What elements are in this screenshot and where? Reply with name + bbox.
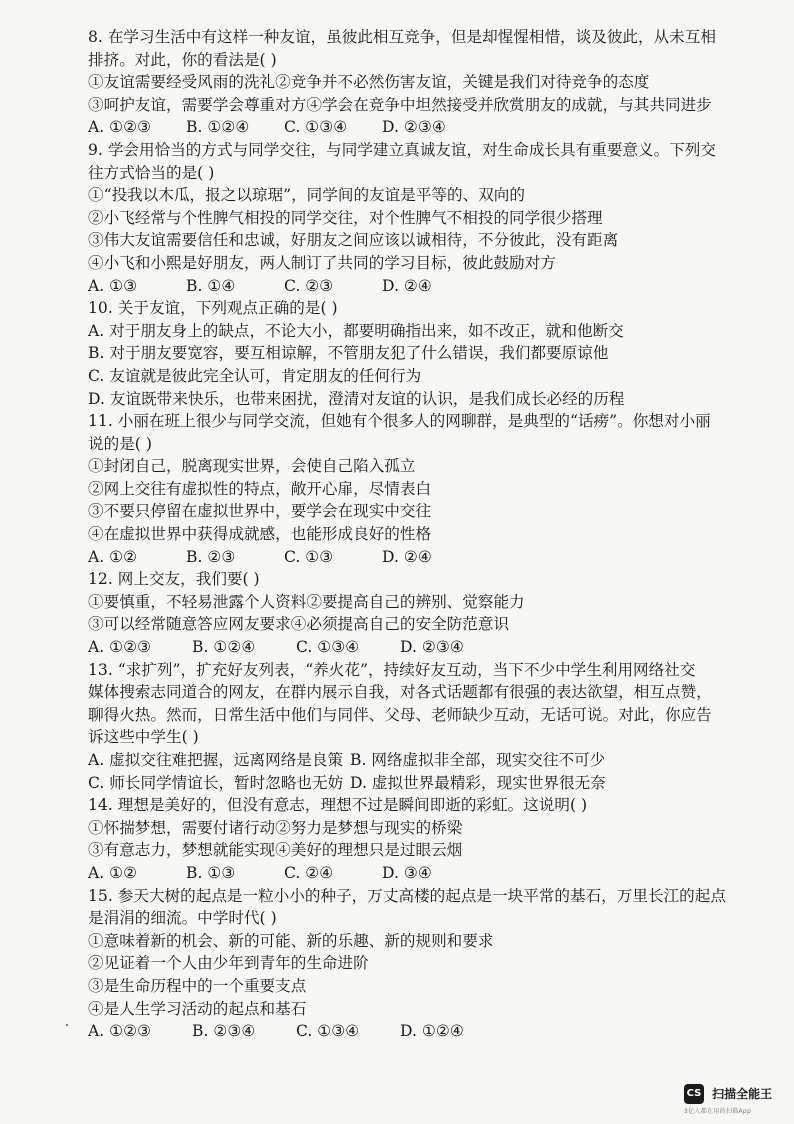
option-c[interactable]: C. ②③ xyxy=(284,276,334,295)
question-14-stem: 14. 理想是美好的，但没有意志，理想不过是瞬间即逝的彩虹。这说明( ) xyxy=(88,796,588,815)
option-c[interactable]: C. ①③④ xyxy=(284,118,348,137)
question-15 xyxy=(88,885,768,1043)
option-a[interactable]: A. ①③ xyxy=(88,276,138,295)
question-8-stem-line-1: 8. 在学习生活中有这样一种友谊，虽彼此相互竞争，但是却惺惺相惜，谈及彼此，从未互相 xyxy=(88,28,716,46)
question-14-statement-2: ③有意志力，梦想就能实现④美好的理想只是过眼云烟 xyxy=(88,841,463,860)
question-9-statement-4: ④小飞和小熙是好朋友，两人制订了共同的学习目标，彼此鼓励对方 xyxy=(88,253,556,272)
question-15-statement-2: ②见证着一个人由少年到青年的生命进阶 xyxy=(88,954,369,973)
question-8-stem-line-2: 排挤。对此，你的看法是( ) xyxy=(88,50,277,69)
option-b[interactable]: B. ①④ xyxy=(186,276,236,295)
options-row-1 xyxy=(88,749,768,772)
question-8 xyxy=(88,26,768,139)
scanner-watermark xyxy=(684,1083,784,1115)
scan-speck xyxy=(66,1024,68,1026)
question-9-stem-line-2: 往方式恰当的是( ) xyxy=(88,163,215,182)
option-a[interactable]: A. 对于朋友身上的缺点，不论大小，都要明确指出来，如不改正，就和他断交 xyxy=(88,321,624,340)
camscanner-logo-icon: CS xyxy=(684,1084,704,1104)
question-10-stem: 10. 关于友谊，下列观点正确的是( ) xyxy=(88,299,338,318)
option-c[interactable]: C. ①③④ xyxy=(296,1022,360,1041)
question-13-options xyxy=(88,749,768,794)
question-11-stem-line-2: 说的是( ) xyxy=(88,434,152,453)
option-b[interactable]: B. ②③ xyxy=(186,547,236,566)
question-15-options xyxy=(88,1020,768,1043)
option-d[interactable]: D. ①②④ xyxy=(400,1022,464,1041)
option-c[interactable]: C. 师长同学情谊长，暂时忽略也无妨 xyxy=(88,773,344,792)
question-13-stem-line-2: 媒体搜索志同道合的网友，在群内展示自我，对各式话题都有很强的表达欲望，相互点赞， xyxy=(88,683,712,702)
question-11 xyxy=(88,410,768,568)
question-12 xyxy=(88,568,768,658)
option-c[interactable]: C. ②④ xyxy=(284,863,334,882)
question-9-options xyxy=(88,275,768,298)
option-d[interactable]: D. ②④ xyxy=(382,547,432,566)
question-14-options xyxy=(88,862,768,885)
question-12-statement-2: ③可以经常随意答应网友要求④必须提高自己的安全防范意识 xyxy=(88,615,510,634)
question-11-statement-2: ②网上交往有虚拟性的特点，敞开心扉，尽情表白 xyxy=(88,479,432,498)
question-12-stem: 12. 网上交友，我们要( ) xyxy=(88,570,260,589)
option-a[interactable]: A. 虚拟交往难把握，远离网络是良策 xyxy=(88,751,344,769)
option-b[interactable]: B. 对于朋友要宽容，要互相谅解，不管朋友犯了什么错误，我们都要原谅他 xyxy=(88,344,609,363)
option-a[interactable]: A. ①②③ xyxy=(88,1022,152,1041)
scanner-tagline: 3亿人都在用的扫描App xyxy=(684,1107,752,1115)
option-b[interactable]: B. ①②④ xyxy=(186,118,250,137)
option-b[interactable]: B. ①②④ xyxy=(192,638,256,657)
question-12-options xyxy=(88,636,768,659)
option-b[interactable]: B. 网络虚拟非全部，现实交往不可少 xyxy=(350,751,606,769)
question-11-statement-3: ③不要只停留在虚拟世界中，要学会在现实中交往 xyxy=(88,502,432,521)
question-12-statement-1: ①要慎重，不轻易泄露个人资料②要提高自己的辨别、觉察能力 xyxy=(88,592,525,611)
option-d[interactable]: D. ②③④ xyxy=(400,638,464,657)
option-b[interactable]: B. ①③ xyxy=(186,863,236,882)
question-13-stem-line-4: 诉这些中学生( ) xyxy=(88,728,199,747)
option-c[interactable]: C. ①③ xyxy=(284,547,334,566)
option-a[interactable]: A. ①② xyxy=(88,863,138,882)
question-8-statement-2: ③呵护友谊，需要学会尊重对方④学会在竞争中坦然接受并欣赏朋友的成就，与其共同进步 xyxy=(88,95,712,114)
question-8-statement-1: ①友谊需要经受风雨的洗礼②竞争并不必然伤害友谊，关键是我们对待竞争的态度 xyxy=(88,73,650,92)
question-15-stem-line-2: 是涓涓的细流。中学时代( ) xyxy=(88,909,277,928)
question-9-statement-3: ③伟大友谊需要信任和忠诚，好朋友之间应该以诚相待，不分彼此，没有距离 xyxy=(88,231,619,250)
question-9-statement-2: ②小飞经常与个性脾气相投的同学交往，对个性脾气不相投的同学很少搭理 xyxy=(88,208,603,227)
option-a[interactable]: A. ①②③ xyxy=(88,118,152,137)
question-15-statement-4: ④是人生学习活动的起点和基石 xyxy=(88,999,307,1018)
option-d[interactable]: D. 友谊既带来快乐，也带来困扰，澄清对友谊的认识，是我们成长必经的历程 xyxy=(88,389,625,408)
question-15-stem-line-1: 15. 参天大树的起点是一粒小小的种子，万丈高楼的起点是一块平常的基石，万里长江的起点 xyxy=(88,886,726,905)
question-13 xyxy=(88,659,768,795)
scanner-brand-name: 扫描全能王 xyxy=(712,1087,773,1101)
option-d[interactable]: D. ③④ xyxy=(382,863,432,882)
question-11-stem-line-1: 11. 小丽在班上很少与同学交流，但她有个很多人的网聊群，是典型的“话痨”。你想对小丽 xyxy=(88,412,711,431)
exam-page xyxy=(88,26,768,1043)
question-11-options xyxy=(88,546,768,569)
question-15-statement-1: ①意味着新的机会、新的可能、新的乐趣、新的规则和要求 xyxy=(88,931,494,950)
option-b[interactable]: B. ②③④ xyxy=(192,1022,256,1041)
option-c[interactable]: C. 友谊就是彼此完全认可，肯定朋友的任何行为 xyxy=(88,366,422,385)
question-13-stem-line-3: 聊得火热。然而，日常生活中他们与同伴、父母、老师缺少互动，无话可说。对此，你应告 xyxy=(88,705,712,724)
options-row-2 xyxy=(88,772,768,795)
option-d[interactable]: D. 虚拟世界最精彩，现实世界很无奈 xyxy=(350,773,606,792)
question-14-statement-1: ①怀揣梦想，需要付诸行动②努力是梦想与现实的桥梁 xyxy=(88,818,463,837)
question-9-statement-1: ①“投我以木瓜，报之以琼琚”，同学间的友谊是平等的、双向的 xyxy=(88,186,525,205)
option-c[interactable]: C. ①③④ xyxy=(296,638,360,657)
option-a[interactable]: A. ①②③ xyxy=(88,638,152,657)
question-15-statement-3: ③是生命历程中的一个重要支点 xyxy=(88,976,307,995)
option-d[interactable]: D. ②④ xyxy=(382,276,432,295)
question-14 xyxy=(88,794,768,884)
question-9 xyxy=(88,139,768,297)
option-a[interactable]: A. ①② xyxy=(88,547,138,566)
question-9-stem-line-1: 9. 学会用恰当的方式与同学交往，与同学建立真诚友谊，对生命成长具有重要意义。下列交 xyxy=(88,140,716,159)
question-11-statement-4: ④在虚拟世界中获得成就感，也能形成良好的性格 xyxy=(88,525,432,544)
option-d[interactable]: D. ②③④ xyxy=(382,118,446,137)
question-8-options xyxy=(88,116,768,139)
question-13-stem-line-1: 13. “求扩列”，扩充好友列表，“养火花”，持续好友互动，当下不少中学生利用网络社交 xyxy=(88,660,696,679)
question-10 xyxy=(88,297,768,410)
question-11-statement-1: ①封闭自己，脱离现实世界，会使自己陷入孤立 xyxy=(88,457,416,476)
